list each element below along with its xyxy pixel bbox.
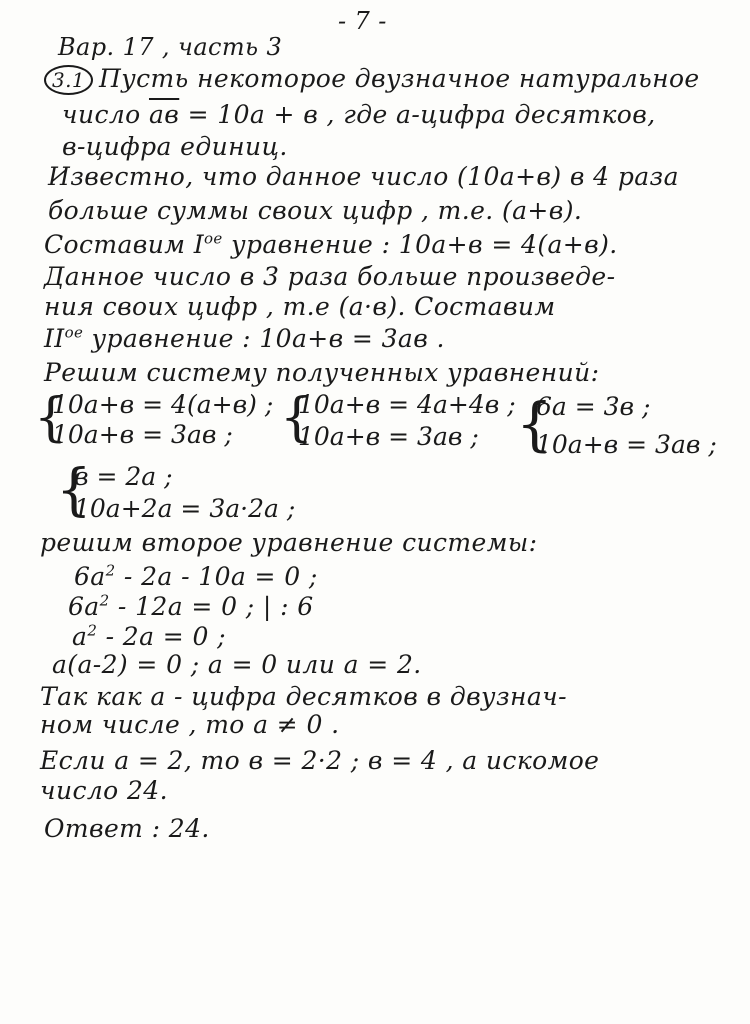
text-line-10: Решим систему полученных уравнений:: [44, 358, 600, 387]
conclusion-line-4: число 24.: [40, 776, 168, 805]
conclusion-line-2: ном числе , то а ≠ 0 .: [40, 710, 340, 739]
conclusion-line-3: Если а = 2, то в = 2·2 ; в = 4 , а искомое: [40, 746, 600, 775]
solution-intro: решим второе уравнение системы:: [40, 528, 538, 557]
overlined-ab: ав: [148, 100, 180, 129]
equation-line-3: $а^2 - 2а = 0$ ;: [72, 621, 226, 651]
text-line-9: $II^{ое}$ уравнение : 10а+в = 3ав .: [44, 323, 445, 353]
text-line-6: Составим $I^{ое}$ уравнение : 10а+в = 4(а+в).: [44, 229, 618, 259]
equation-system-3: { 6а = 3в ; 10а+в = 3ав ;: [516, 390, 717, 459]
variant-header: Вар. 17 , часть 3: [58, 33, 283, 61]
curly-brace-icon: {: [34, 388, 68, 448]
equation-line-1: $6а^2 - 2а - 10а = 0$ ;: [74, 561, 318, 591]
equation-system-1: { 10а+в = 4(а+в) ; 10а+в = 3ав ;: [34, 388, 274, 449]
curly-brace-icon: {: [280, 388, 314, 448]
curly-brace-icon: {: [56, 458, 92, 523]
text-line-1: 3.1 Пусть некоторое двузначное натуральное: [44, 64, 700, 95]
answer-line: Ответ : 24.: [44, 814, 210, 843]
text-line-5: больше суммы своих цифр , т.е. (а+в).: [48, 196, 583, 225]
text-line-3: в-цифра единиц.: [62, 132, 288, 161]
equation-system-4: { в = 2а ; 10а+2а = 3а·2а ;: [56, 458, 296, 523]
text-line-8: ния своих цифр , т.е (а·в). Составим: [44, 292, 556, 321]
text-line-4: Известно, что данное число (10а+в) в 4 раза: [48, 162, 679, 191]
conclusion-line-1: Так как а - цифра десятков в двузнач-: [40, 682, 567, 711]
problem-number-badge: 3.1: [44, 65, 93, 95]
curly-brace-icon: {: [516, 390, 553, 458]
equation-system-2: { 10а+в = 4а+4в ; 10а+в = 3ав ;: [280, 388, 516, 451]
page-number: - 7 -: [338, 7, 387, 35]
equation-line-2: $6а^2 - 12а = 0$ ; | : 6: [68, 591, 314, 621]
text-line-2: число ав = 10а + в , где а-цифра десятков,: [62, 100, 656, 129]
equation-line-4: а(а-2) = 0 ; а = 0 или а = 2.: [52, 650, 422, 679]
text-line-7: Данное число в 3 раза больше произведе-: [44, 262, 616, 291]
